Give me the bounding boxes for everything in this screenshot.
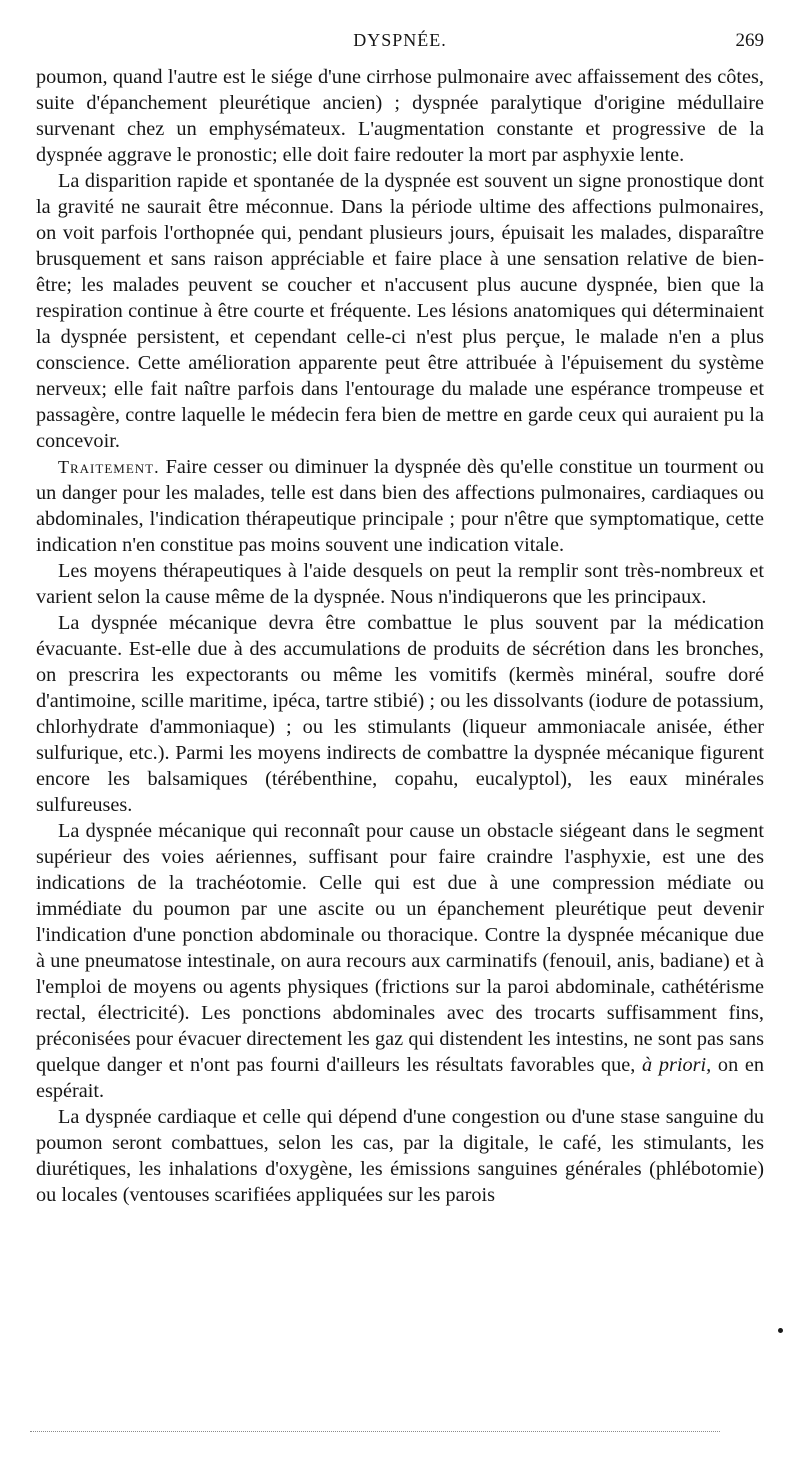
italic-a-priori: à priori,: [642, 1054, 712, 1076]
margin-dot: [778, 1328, 783, 1333]
tracheotomy-text: La dyspnée mécanique qui reconnaît pour cause un obstacle siégeant dans le segment supérieur des voies aériennes, suffisant pour faire craindre l'asphyxie, est une des indications de la trachéotomie. Celle qui est due à une compression médiate ou immédiate du poumon par une ascite ou un épanchement pleurétique peut devenir l'indication d'une ponction abdominale ou thoracique. Contre la dyspnée mécanique due à une pneumatose intestinale, on aura recours aux carminatifs (fenouil, anis, badiane) et à l'emploi de moyens ou agents physiques (frictions sur la paroi abdominale, cathétérisme rectal, électricité). Les ponctions abdominales avec des trocarts suffisamment fins, préconisées pour évacuer directement les gaz qui distendent les intestins, ne sont pas sans quelque danger et n'ont pas fourni d'ailleurs les résultats favorables que,: [36, 820, 764, 1076]
paragraph-tracheotomy: [36, 818, 764, 1104]
page-number: 269: [735, 30, 764, 51]
footer-dotted-rule: [30, 1431, 720, 1432]
running-title: DYSPNÉE.: [353, 30, 447, 50]
tracheotomy-text-end: on en espérait.: [36, 1054, 765, 1102]
section-heading-traitement: Traitement.: [58, 457, 160, 477]
treatment-text: Faire cesser ou diminuer la dyspnée dès qu'elle constitue un tourment ou un danger pour les malades, telle est dans bien des affections pulmonaires, cardiaques ou abdominales, l'indication thérapeutique principale ; pour n'être que symptomatique, cette indication n'en constitue pas moins souvent une indication vitale.: [36, 456, 764, 556]
paragraph-continuation: poumon, quand l'autre est le siége d'une cirrhose pulmonaire avec affaissement des côtes, suite d'épanchement pleurétique ancien) ; dyspnée paralytique d'origine médullaire survenant chez un emphysémateux. L'augmentation constante et progressive de la dyspnée aggrave le pronostic; elle doit faire redouter la mort par asphyxie lente.: [36, 66, 764, 166]
paragraph-prognosis: La disparition rapide et spontanée de la dyspnée est souvent un signe pronostique dont la gravité ne saurait être méconnue. Dans la période ultime des affections pulmonaires, on voit parfois l'orthopnée qui, pendant plusieurs jours, épuisait les malades, disparaître brusquement et sans raison appréciable et faire place à une sensation relative de bien-être; les malades peuvent se coucher et n'accusent plus aucune dyspnée, bien que la respiration continue à être courte et fréquente. Les lésions anatomiques qui déterminaient la dyspnée persistent, et cependant celle-ci n'est plus perçue, le malade n'en a plus conscience. Cette amélioration apparente peut être attribuée à l'épuisement du système nerveux; elle fait naître parfois dans l'entourage du malade une espérance trompeuse et passagère, contre laquelle le médecin fera bien de mettre en garde ceux qui auraient pu la concevoir.: [36, 170, 764, 452]
paragraph-cardiac-dyspnea: La dyspnée cardiaque et celle qui dépend d'une congestion ou d'une stase sanguine du poumon seront combattues, selon les cas, par la digitale, le café, les stimulants, les diurétiques, les inhalations d'oxygène, les émissions sanguines générales (phlébotomie) ou locales (ventouses scarifiées appliquées sur les parois: [36, 1106, 764, 1206]
paragraph-mechanical-dyspnea: La dyspnée mécanique devra être combattue le plus souvent par la médication évacuante. Est-elle due à des accumulations de produits de sécrétion dans les bronches, on prescrira les expectorants ou même les vomitifs (kermès minéral, soufre doré d'antimoine, scille maritime, ipéca, tartre stibié) ; ou les dissolvants (iodure de potassium, chlorhydrate d'ammoniaque) ; ou les stimulants (liqueur ammoniacale anisée, éther sulfurique, etc.). Parmi les moyens indirects de combattre la dyspnée mécanique figurent encore les balsamiques (térébenthine, copahu, eucalyptol), les eaux minérales sulfureuses.: [36, 612, 764, 816]
paragraph-means: Les moyens thérapeutiques à l'aide desquels on peut la remplir sont très-nombreux et varient selon la cause même de la dyspnée. Nous n'indiquerons que les principaux.: [36, 560, 764, 608]
running-header: [36, 30, 764, 58]
page-body: [36, 64, 764, 1208]
paragraph-treatment: [36, 454, 764, 558]
